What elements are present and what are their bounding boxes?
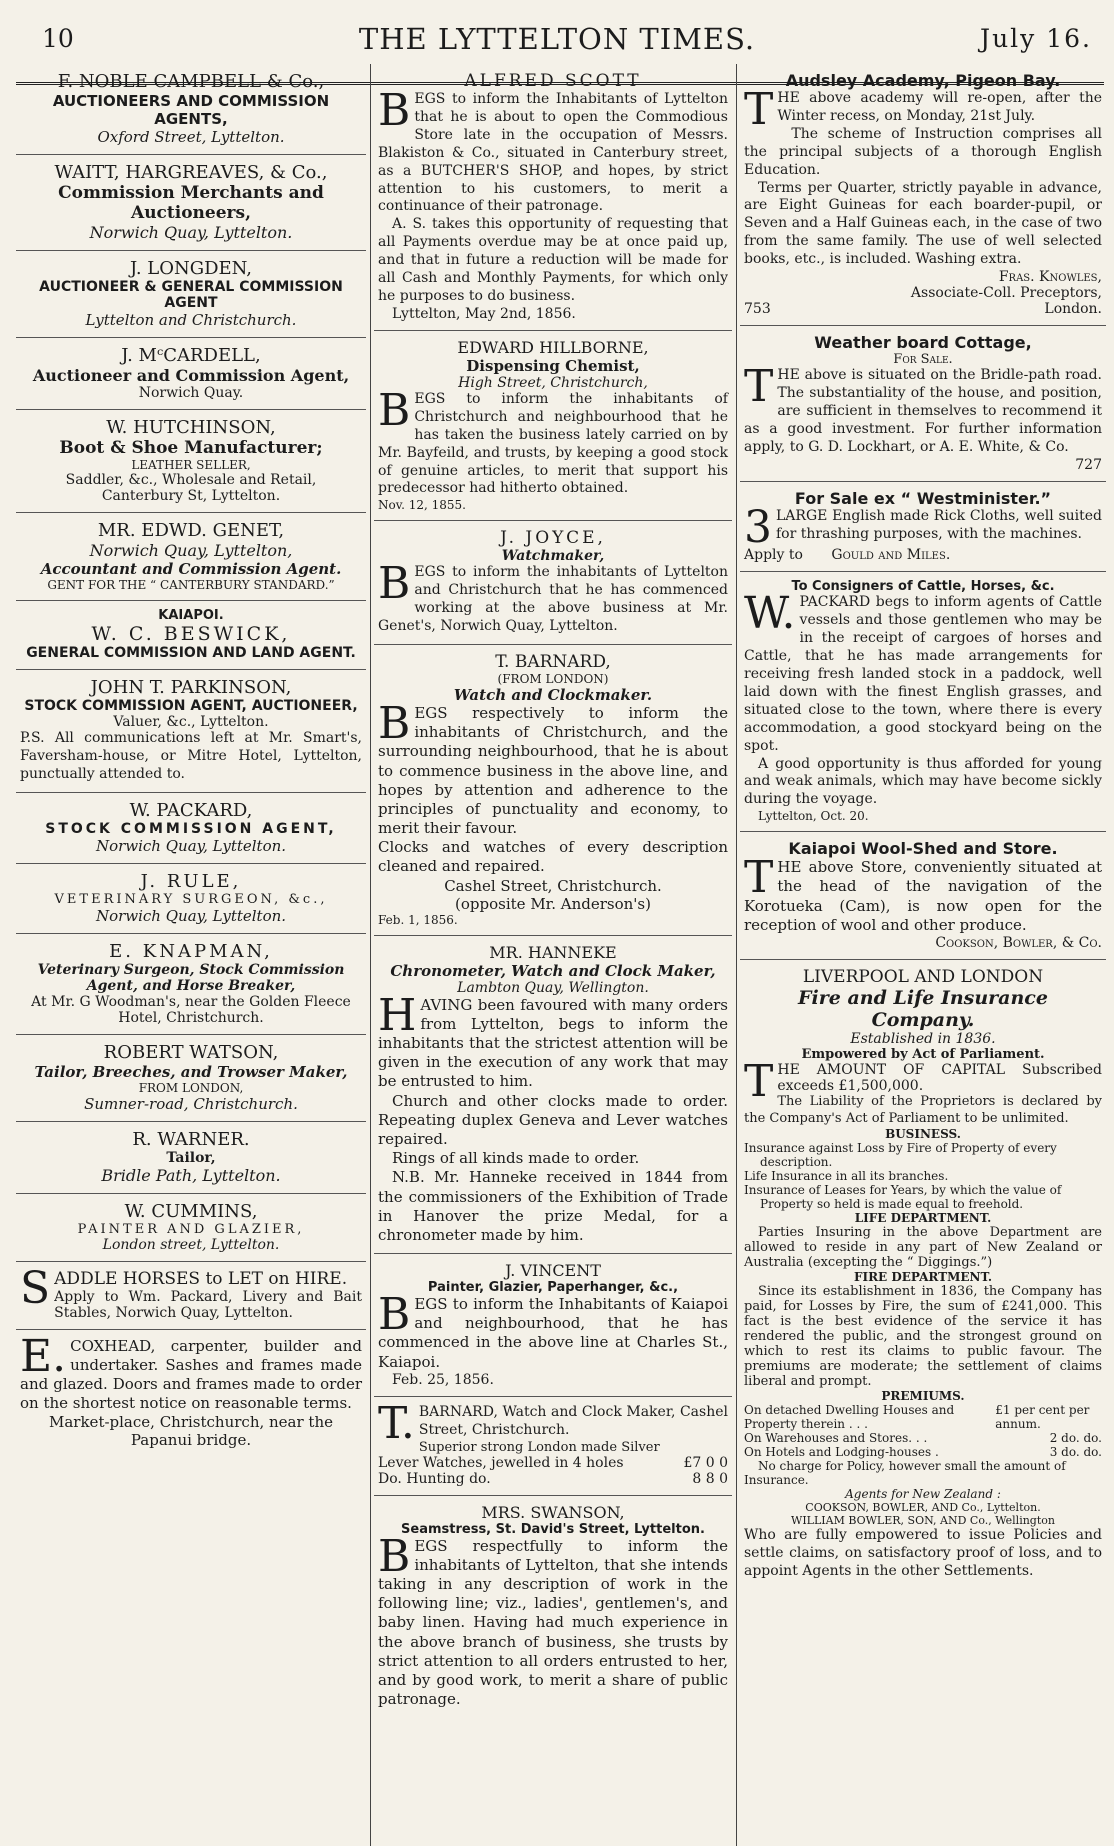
- ad-signature: Fras. Knowles,: [998, 269, 1102, 286]
- ad-mccardell: [16, 338, 366, 410]
- ad-name: WAITT, HARGREAVES, & Co.,: [54, 162, 328, 183]
- column-1: [16, 64, 366, 1846]
- ad-body: HE above Store, conveniently situated at the head of the navigation of the Korotueka (Cam), is now open for the reception of wool and other produce.: [744, 858, 1102, 934]
- ad-postscript: P.S. All communications left at Mr. Smart's, Faversham-house, or Mitre Hotel, Lyttelton, punctually attended to.: [20, 730, 362, 782]
- ad-trade: Watchmaker,: [501, 548, 605, 565]
- ad-body: EGS to inform the inhabitants of Christchurch and neighbourhood that he has taken the business lately carried on by Mr. Bayfeild, and trusts, by keeping a good stock of genuine articles, to merit that support his predecessor had hitherto obtained.: [378, 390, 728, 497]
- ad-subtitle: (FROM LONDON): [497, 671, 609, 686]
- premium-rate: 2 do. do.: [1049, 1431, 1102, 1446]
- ad-address: Norwich Quay, Lyttelton.: [95, 906, 287, 925]
- ad-headline: ADDLE HORSES to LET on HIRE.: [54, 1268, 348, 1289]
- ad-signature-3: London.: [1044, 301, 1102, 318]
- ad-body-2: Church and other clocks made to order. Repeating duplex Geneva and Lever watches repaired.: [378, 1091, 728, 1148]
- issue-date: July 16.: [980, 24, 1092, 53]
- ad-closing: Who are fully empowered to issue Policies and settle claims, on satisfactory proof of loss, and to appoint Agents in the other Settlements.: [744, 1527, 1102, 1580]
- ad-saddle-horses: [16, 1262, 366, 1330]
- ad-subtitle: LEATHER SELLER,: [131, 458, 251, 472]
- drop-cap: B: [378, 85, 411, 136]
- premium-item: On detached Dwelling Houses and Property therein . . .: [744, 1403, 955, 1432]
- agents-heading: Agents for New Zealand :: [845, 1487, 1001, 1502]
- ad-body: EGS respectively to inform the inhabitants of Christchurch, and the surrounding neighbourhood, that he is about to commence business in the above line, and hopes by attention and adherence to the principles of punctuality and economy, to merit their favour.: [378, 703, 728, 838]
- page-number: 10: [42, 24, 74, 53]
- agent-2: WILLIAM BOWLER, SON, AND Co., Wellington: [791, 1514, 1055, 1528]
- ad-date: Feb. 25, 1856.: [392, 1371, 494, 1388]
- masthead: [0, 22, 1114, 62]
- ad-trade: Veterinary Surgeon, Stock Commission Agent, and Horse Breaker,: [37, 961, 345, 994]
- ad-address: Norwich Quay, Lyttelton,: [89, 541, 293, 560]
- ad-name: T. BARNARD,: [495, 651, 611, 672]
- column-3: [740, 64, 1106, 1846]
- ad-trade: Chronometer, Watch and Clock Maker,: [390, 961, 716, 980]
- ad-address: Oxford Street, Lyttelton.: [97, 128, 285, 146]
- drop-cap: B: [378, 697, 411, 749]
- ad-watson: [16, 1035, 366, 1122]
- ad-trade: Commission Merchants and Auctioneers,: [58, 183, 324, 223]
- section-premiums: PREMIUMS.: [881, 1389, 965, 1404]
- ad-beswick: [16, 601, 366, 670]
- price-value: 8 8 0: [692, 1470, 728, 1487]
- ad-title: For Sale ex “ Westminister.”: [794, 488, 1052, 508]
- ad-body: EGS respectfully to inform the inhabitants of Lyttelton, that she intends taking in any description of work in the following line; viz., ladies', gentlemen's, and baby linen. Having had much experience in the above branch of business, she trusts by strict attention to all orders entrusted to her, and by good work, to merit a share of public patronage.: [378, 1536, 728, 1709]
- section-life: LIFE DEPARTMENT.: [854, 1211, 992, 1226]
- ad-date: Feb. 1, 1856.: [378, 912, 458, 927]
- ad-body-2: A. S. takes this opportunity of requesting that all Payments overdue may be at once paid up, and that in future a reduction will be made for all Cash and Monthly Payments, for which only he purposes to do business.: [378, 216, 728, 304]
- ad-address: Canterbury St, Lyttelton.: [101, 488, 281, 504]
- ad-barnard-watches: [374, 1397, 732, 1496]
- ad-name: ALFRED SCOTT: [464, 71, 642, 91]
- ad-address: Market-place, Christchurch, near the Papanui bridge.: [49, 1413, 333, 1450]
- ad-address: Lyttelton and Christchurch.: [85, 311, 297, 329]
- ad-agent: GENT FOR THE “ CANTERBURY STANDARD.”: [47, 578, 335, 592]
- ad-date: Nov. 12, 1855.: [378, 498, 466, 513]
- ad-date: Lyttelton, May 2nd, 1856.: [392, 305, 576, 322]
- ad-body: PACKARD begs to inform agents of Cattle vessels and those gentlemen who may be in the receipt of cargoes of horses and Cattle, that he has made arrangements for receiving fresh landed stock in a paddock, well laid down with the finest English grasses, and situated close to the town, where there is every accommodation, a good stockyard being on the spot.: [744, 594, 1102, 754]
- ad-apply-label: Apply to: [744, 547, 803, 564]
- drop-cap: B: [378, 1530, 411, 1582]
- ad-address-2: (opposite Mr. Anderson's): [455, 894, 651, 913]
- ad-address: At Mr. G Woodman's, near the Golden Fleece Hotel, Christchurch.: [31, 993, 351, 1026]
- ad-signature: Cookson, Bowler, & Co.: [935, 935, 1102, 952]
- ad-warner: [16, 1122, 366, 1194]
- ad-address: High Street, Christchurch,: [458, 374, 648, 391]
- ad-body: COXHEAD, carpenter, builder and undertaker. Sashes and frames made and glazed. Doors and frames made to order on the shortest notice on reasonable terms.: [20, 1336, 362, 1413]
- ad-date: Lyttelton, Oct. 20.: [758, 809, 869, 824]
- ad-campbell: [16, 64, 366, 155]
- ad-swanson: [374, 1496, 732, 1718]
- ad-name: J. JOYCE,: [500, 528, 606, 549]
- ad-trade: Painter, Glazier, Paperhanger, &c.,: [427, 1280, 679, 1296]
- ad-trade: Tailor,: [166, 1149, 216, 1166]
- ad-hanneke: [374, 936, 732, 1254]
- ad-barnard: [374, 645, 732, 936]
- ad-cummins: [16, 1194, 366, 1262]
- ad-body-3: Terms per Quarter, strictly payable in advance, are Eight Guineas for each boarder-pupil, or Seven and a Half Guineas each, in the case of two from the same family. The use of well selected books, etc., is included. Washing extra.: [744, 179, 1102, 268]
- ad-body: EGS to inform the inhabitants of Lyttelton and Christchurch that he has commenced working at the above business at Mr. Genet's, Norwich Quay, Lyttelton.: [378, 564, 728, 635]
- life-body: Parties Insuring in the above Department are allowed to reside in any part of New Zealand or Australia (excepting the “ Diggings.”): [744, 1225, 1102, 1271]
- ad-body-2: A good opportunity is thus afforded for young and weak animals, which may have become sickly during the voyage.: [744, 755, 1102, 808]
- premium-rate: £1 per cent per annum.: [995, 1403, 1090, 1432]
- business-item: Insurance of Leases for Years, by which the value of Property so held is made equal to freehold.: [744, 1183, 1062, 1212]
- fire-body: Since its establishment in 1836, the Company has paid, for Losses by Fire, the sum of £241,000. This fact is the best evidence of the service it has rendered the public, and the strongest ground on which to rest its claims to public favour. The premiums are moderate; the settlement of claims liberal and prompt.: [744, 1284, 1102, 1390]
- ad-line: Valuer, &c., Lyttelton.: [113, 714, 269, 730]
- drop-cap: B: [378, 1289, 411, 1341]
- ad-trade: STOCK COMMISSION AGENT,: [45, 820, 337, 837]
- ad-rule: [16, 864, 366, 934]
- ad-trade: VETERINARY SURGEON, &c.,: [54, 891, 328, 907]
- ad-knapman: [16, 934, 366, 1035]
- ad-title: Kaiapoi Wool-Shed and Store.: [788, 839, 1058, 859]
- ad-name: MRS. SWANSON,: [481, 1502, 625, 1522]
- drop-cap: E.: [20, 1330, 67, 1382]
- ad-trade: PAINTER AND GLAZIER,: [77, 1221, 305, 1237]
- ad-name: J. RULE,: [140, 870, 242, 892]
- premium-note: No charge for Policy, however small the amount of Insurance.: [744, 1459, 1066, 1488]
- ad-packard: [16, 793, 366, 864]
- ad-place: KAIAPOI.: [158, 608, 224, 623]
- ad-name: EDWARD HILLBORNE,: [457, 337, 649, 357]
- column-2: [374, 64, 732, 1846]
- ad-audsley-academy: [740, 64, 1106, 326]
- ad-name: MR. HANNEKE: [489, 942, 617, 962]
- ad-body-2: Clocks and watches of every description cleaned and repaired.: [378, 838, 728, 876]
- ad-trade: AUCTIONEER & GENERAL COMMISSION AGENT: [39, 279, 343, 311]
- ad-title: Audsley Academy, Pigeon Bay.: [785, 71, 1061, 90]
- ad-trade: Dispensing Chemist,: [466, 356, 640, 375]
- ad-trade: STOCK COMMISSION AGENT, AUCTIONEER,: [24, 698, 358, 714]
- ad-westminister-sale: [740, 482, 1106, 573]
- ad-name: F. NOBLE CAMPBELL & Co.,: [57, 71, 325, 92]
- ad-waitt: [16, 155, 366, 251]
- ad-body: EGS to inform the Inhabitants of Lyttelton that he is about to open the Commodious Store late in the occupation of Messrs. Blakiston & Co., situated in Canterbury street, as a BUTCHER'S SHOP, and hopes, by strict attention to his customers, to merit a continuance of their patronage.: [378, 91, 728, 215]
- ad-established: Established in 1836.: [850, 1031, 996, 1048]
- drop-cap: T.: [378, 1397, 415, 1449]
- section-fire: FIRE DEPARTMENT.: [853, 1270, 993, 1285]
- agent-1: COOKSON, BOWLER, AND Co., Lyttelton.: [805, 1501, 1041, 1515]
- ad-weatherboard-cottage: [740, 326, 1106, 482]
- ad-trade: GENERAL COMMISSION AND LAND AGENT.: [26, 645, 356, 661]
- ad-name: J. LONGDEN,: [130, 258, 252, 279]
- ad-trade: Auctioneer and Commission Agent,: [32, 366, 350, 385]
- ad-vincent: [374, 1254, 732, 1397]
- ad-liverpool-london-insurance: [740, 960, 1106, 1589]
- ad-hutchinson: [16, 410, 366, 513]
- ad-apply-to: Gould and Miles.: [831, 547, 951, 564]
- ad-subtitle: For Sale.: [893, 352, 953, 368]
- premium-item: On Warehouses and Stores. . .: [744, 1431, 928, 1446]
- ad-trade: AUCTIONEERS AND COMMISSION AGENTS,: [52, 92, 330, 128]
- drop-cap: T: [744, 361, 774, 413]
- business-item: Life Insurance in all its branches.: [744, 1169, 949, 1184]
- ad-body: Apply to Wm. Packard, Livery and Bait Stables, Norwich Quay, Lyttelton.: [54, 1288, 362, 1321]
- drop-cap: T: [744, 1056, 774, 1108]
- ad-body: BARNARD, Watch and Clock Maker, Cashel Street, Christchurch.: [418, 1403, 728, 1438]
- ad-footer: [744, 301, 1102, 317]
- price-item: Do. Hunting do.: [378, 1470, 491, 1487]
- ad-body: The Liability of the Proprietors is declared by the Company's Act of Parliament to be unlimited.: [744, 1094, 1102, 1126]
- ad-signature-2: Associate-Coll. Preceptors,: [910, 285, 1102, 302]
- ad-name: MR. EDWD. GENET,: [97, 520, 285, 541]
- ad-address: Norwich Quay.: [138, 385, 244, 401]
- ad-address: Bridle Path, Lyttelton.: [101, 1165, 281, 1185]
- ad-line: Saddler, &c., Wholesale and Retail,: [65, 472, 317, 488]
- newspaper-title: THE LYTTELTON TIMES.: [358, 22, 756, 56]
- premium-rate: 3 do. do.: [1049, 1445, 1102, 1460]
- ad-number: 727: [1075, 456, 1102, 473]
- drop-cap: T: [744, 84, 774, 135]
- drop-cap: W.: [744, 588, 796, 640]
- ad-body: EGS to inform the Inhabitants of Kaiapoi and neighbourhood, that he has commenced in the above line at Charles St., Kaiapoi.: [378, 1295, 728, 1371]
- ad-name: J. MᶜCARDELL,: [121, 345, 261, 366]
- ad-scott: [374, 64, 732, 331]
- ad-body: LARGE English made Rick Cloths, well suited for thrashing purposes, with the machines.: [776, 507, 1102, 542]
- ad-trade: Tailor, Breeches, and Trowser Maker,: [34, 1062, 348, 1081]
- ad-joyce: [374, 521, 732, 645]
- ad-headline: HE AMOUNT OF CAPITAL Subscribed exceeds £1,500,000.: [777, 1062, 1102, 1095]
- column-divider: [736, 64, 737, 1846]
- drop-cap: T: [744, 852, 774, 904]
- ad-address: London street, Lyttelton.: [102, 1236, 280, 1253]
- price-value: £7 0 0: [683, 1454, 728, 1471]
- ad-title: Weather board Cottage,: [814, 333, 1032, 353]
- ad-number: 753: [744, 301, 771, 318]
- ad-name: E. KNAPMAN,: [109, 940, 273, 962]
- ad-body-4: N.B. Mr. Hanneke received in 1844 from the commissioners of the Exhibition of Trade in Hanover the prize Medal, for a chronometer made by him.: [378, 1168, 728, 1244]
- drop-cap: B: [378, 558, 411, 610]
- ad-body: AVING been favoured with many orders from Lyttelton, begs to inform the inhabitants that the strictest attention will be given in the execution of any work that may be entrusted to him.: [378, 995, 728, 1091]
- ad-name: J. VINCENT: [505, 1261, 601, 1281]
- premium-item: On Hotels and Lodging-houses .: [744, 1445, 939, 1460]
- ad-address: Sumner-road, Christchurch.: [84, 1094, 298, 1113]
- ad-trade: Boot & Shoe Manufacturer;: [59, 438, 323, 458]
- ad-name: R. WARNER.: [132, 1128, 250, 1150]
- ad-name: W. CUMMINS,: [124, 1200, 258, 1222]
- ad-parkinson: [16, 670, 366, 793]
- column-divider: [370, 64, 371, 1846]
- business-item: Insurance against Loss by Fire of Property of every description.: [744, 1141, 1057, 1170]
- ad-body: HE above academy will re-open, after the Winter recess, on Monday, 21st July.: [777, 90, 1102, 124]
- ad-address: Norwich Quay, Lyttelton.: [95, 836, 287, 855]
- ad-address: Norwich Quay, Lyttelton.: [89, 223, 293, 242]
- ad-address: Lambton Quay, Wellington.: [457, 979, 649, 996]
- ad-coxhead: [16, 1330, 366, 1458]
- ad-body-2: The scheme of Instruction comprises all the principal subjects of a thorough English Education.: [744, 125, 1102, 178]
- ad-subtitle: FROM LONDON,: [138, 1080, 244, 1095]
- ad-name: W. PACKARD,: [129, 799, 253, 821]
- ad-trade: Accountant and Commission Agent.: [40, 560, 342, 578]
- price-row: [378, 1471, 728, 1487]
- ad-genet: [16, 513, 366, 601]
- drop-cap: S: [20, 1262, 51, 1314]
- premium-row: [744, 1403, 1102, 1431]
- ad-name: JOHN T. PARKINSON,: [90, 677, 292, 698]
- ad-title: To Consigners of Cattle, Horses, &c.: [791, 579, 1055, 595]
- ad-trade: Seamstress, St. David's Street, Lyttelton.: [401, 1521, 705, 1537]
- ad-body: HE above is situated on the Bridle-path road. The substantiality of the house, and position, are sufficient in themselves to recommend it as a good investment. For further information apply, to G. D. Lockhart, or A. E. White, & Co.: [744, 367, 1102, 455]
- ad-name: W. HUTCHINSON,: [106, 417, 276, 438]
- price-item: Lever Watches, jewelled in 4 holes: [378, 1454, 624, 1471]
- ad-consigners-cattle: [740, 572, 1106, 832]
- ad-longden: [16, 251, 366, 338]
- ad-address: Cashel Street, Christchurch.: [444, 876, 662, 895]
- ad-title-2: Fire and Life Insurance Company.: [798, 987, 1048, 1032]
- ad-trade: Watch and Clockmaker.: [453, 685, 653, 704]
- drop-cap: H: [378, 989, 417, 1041]
- ad-hillborne: [374, 331, 732, 521]
- ad-apply: [744, 547, 1102, 563]
- price-row: [378, 1455, 728, 1471]
- ad-kaiapoi-woolshed: [740, 832, 1106, 960]
- premium-row: [744, 1445, 1102, 1459]
- ad-authority: Empowered by Act of Parliament.: [801, 1047, 1045, 1063]
- ad-subtitle: Superior strong London made Silver: [418, 1439, 660, 1455]
- ad-body-3: Rings of all kinds made to order.: [392, 1149, 640, 1168]
- ad-name: ROBERT WATSON,: [103, 1041, 279, 1063]
- premium-row: [744, 1431, 1102, 1445]
- drop-cap: 3: [744, 501, 772, 553]
- drop-cap: B: [378, 384, 411, 436]
- ad-name: W. C. BESWICK,: [91, 623, 291, 645]
- ad-title: LIVERPOOL AND LONDON: [802, 967, 1044, 988]
- section-business: BUSINESS.: [885, 1127, 961, 1142]
